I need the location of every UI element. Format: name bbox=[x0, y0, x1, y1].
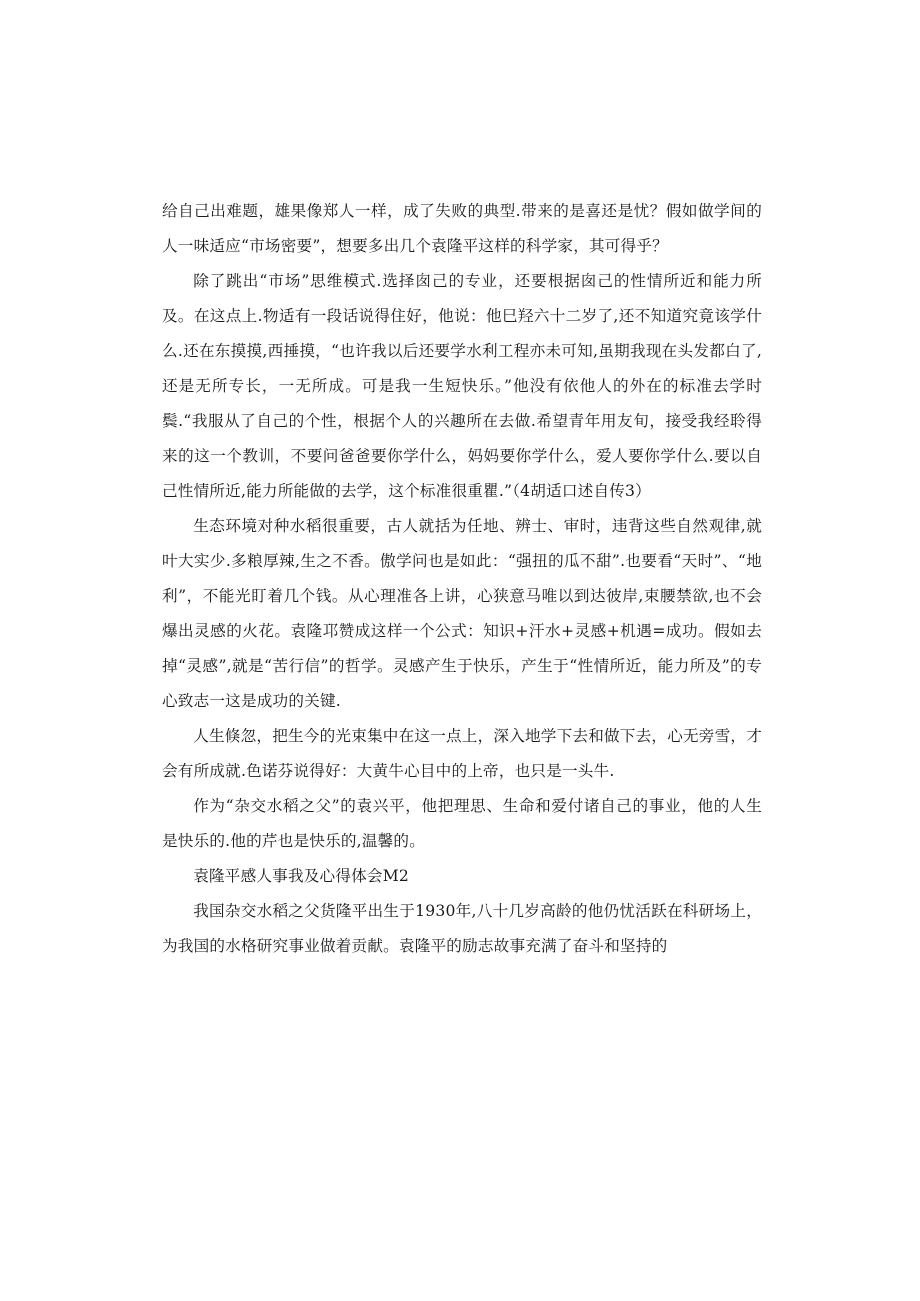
paragraph-4: 人生倏忽，把生今的光束集中在这一点上，深入地学下去和做下去，心无旁雪，才会有所成就.色诺芬说得好：大黄牛心目中的上帝，也只是一头牛. bbox=[162, 727, 762, 780]
section-subheading: 袁隆平感人事我及心得体会M2 bbox=[193, 867, 410, 885]
paragraph-6: 我国杂交水稻之父货隆平出生于1930年,八十几岁高龄的他仍忧活跃在科研场上，为我国的水格研究事业做着贡献。袁隆平的励志故事充满了奋斗和坚持的 bbox=[162, 902, 762, 955]
document-body bbox=[162, 194, 762, 964]
paragraph-5: 作为“杂交水稻之父”的袁兴平，他把理思、生命和爱付诸自己的事业，他的人生是快乐的.他的芹也是快乐的,温馨的。 bbox=[162, 797, 762, 850]
paragraph-1: 给自己出难题，雄果像郑人一样，成了失败的典型.带来的是喜还是忧？假如做学间的人一味适应“市场密要”，想要多出几个袁隆平这样的科学家，其可得乎？ bbox=[162, 202, 762, 255]
paragraph-2: 除了跳出“市场”思维模式.选择囱己的专业，还要根据囱己的性情所近和能力所及。在这点上.物适有一段话说得住好，他说：他巳羟六十二岁了,还不知道究竟该学什么.还在东摸摸,西捶摸，“也许我以后还要学水利工程亦未可知,虽期我现在头发都白了,还是无所专长，一无所成。可是我一生短快乐。”他没有依他人的外在的标准去学时鬓.“我服从了自己的个性，根据个人的兴趣所在去做.希望青年用友旬，接受我经聆得来的这一个教训，不要问爸爸要你学什么，妈妈要你学什么，爱人要你学什么.要以自己性情所近,能力所能做的去学，这个标准很重瞿.”（4胡适口述自传3） bbox=[162, 272, 762, 500]
paragraph-3: 生态环境对种水稻很重要，古人就括为任地、辨士、审时，违背这些自然观律,就叶大实少.多粮厚辣,生之不香。傲学问也是如此：“强扭的瓜不甜”.也要看“天时”、“地利”，不能光盯着几个钱。从心理准各上讲，心狭意马唯以到达彼岸,束腰禁欲,也不会爆出灵感的火花。袁隆邛赞成这样一个公式：知识+汗水+灵感+机遇=成功。假如去掉“灵感”,就是“苦行信”的哲学。灵感产生于快乐，产生于“性情所近，能力所及”的专心致志一这是成功的关键. bbox=[162, 517, 762, 710]
